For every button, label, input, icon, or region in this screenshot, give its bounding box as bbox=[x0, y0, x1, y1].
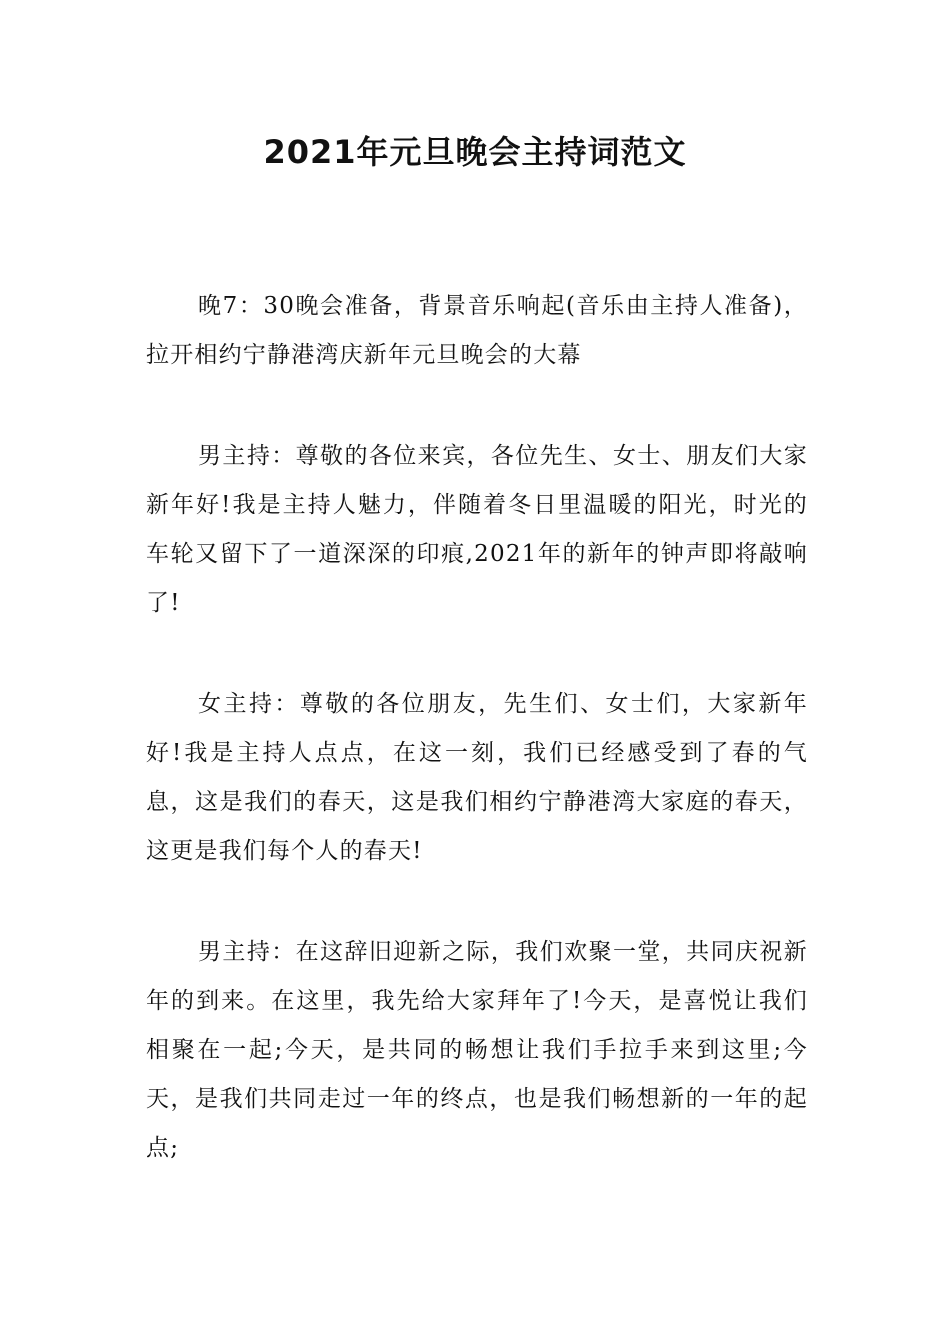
paragraph-male-host-1: 男主持：尊敬的各位来宾，各位先生、女士、朋友们大家新年好!我是主持人魅力，伴随着冬日里温暖的阳光，时光的车轮又留下了一道深深的印痕,2021年的新年的钟声即将敲响了! bbox=[146, 443, 808, 616]
paragraph-opening: 晚7：30晚会准备，背景音乐响起(音乐由主持人准备)，拉开相约宁静港湾庆新年元旦晚会的大幕 bbox=[146, 293, 808, 368]
paragraph-male-host-2: 男主持：在这辞旧迎新之际，我们欢聚一堂，共同庆祝新年的到来。在这里，我先给大家拜年了!今天，是喜悦让我们相聚在一起;今天，是共同的畅想让我们手拉手来到这里;今天，是我们共同走过一年的终点，也是我们畅想新的一年的起点; bbox=[146, 939, 808, 1161]
document-body bbox=[146, 282, 808, 1225]
document-title: 2021年元旦晚会主持词范文 bbox=[263, 133, 687, 171]
paragraph-female-host-1: 女主持：尊敬的各位朋友，先生们、女士们，大家新年好!我是主持人点点，在这一刻，我们已经感受到了春的气息，这是我们的春天，这是我们相约宁静港湾大家庭的春天，这更是我们每个人的春天! bbox=[146, 691, 808, 864]
